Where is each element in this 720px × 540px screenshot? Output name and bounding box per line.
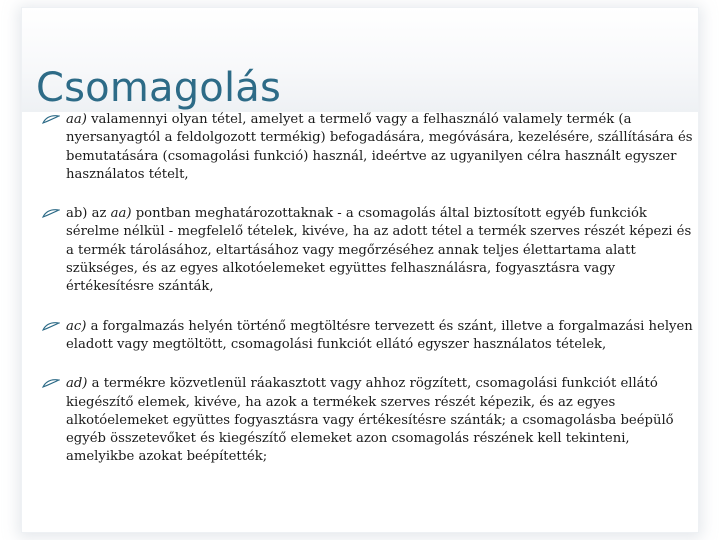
feather-bullet-icon: [42, 379, 60, 389]
item-ref: ad): [66, 376, 88, 392]
item-text: a forgalmazás helyén történő megtöltésre tervezett és szánt, illetve a forgalmazási helyen eladott vagy megtöltött, csomagolási funkciót ellátó egyszer használatos tételek,: [66, 318, 693, 352]
item-text: a termékre közvetlenül ráakasztott vagy ahhoz rögzített, csomagolási funkciót ellátó kiegészítő elemek, kivéve, ha azok a termékek szerves részét képezik, és az egyes alkotóelemeket együttes fogyasztásra vagy értékesítésre szánták; a csomagolásba beépülő egyéb összetevőket és kiegészítő elemeket azon csomagolás részének kell tekinteni, amelyikbe azokat beépítették;: [66, 376, 674, 465]
feather-bullet-icon: [42, 115, 60, 125]
item-ref: aa): [110, 206, 132, 222]
item-text: valamennyi olyan tétel, amelyet a termelő vagy a felhasználó valamely termék (a nyersanyagtól a feldolgozott termékig) befogadására, megóvására, kezelésére, szállítására és bemutatására (csomagolási funkció) használ, ideértve az ugyanilyen célra használt egyszer használatos tételt,: [66, 112, 693, 182]
list-item: [42, 318, 702, 355]
bullet-list: [42, 111, 702, 488]
item-ref: ac): [66, 318, 87, 334]
list-item: [42, 111, 702, 184]
feather-bullet-icon: [42, 209, 60, 219]
slide-title: Csomagolás: [36, 65, 282, 111]
item-prefix: ab) az: [66, 206, 111, 222]
item-ref: aa): [66, 112, 87, 127]
list-item: [42, 375, 702, 466]
list-item: [42, 205, 702, 296]
feather-bullet-icon: [42, 322, 60, 332]
item-text: pontban meghatározottaknak - a csomagolás által biztosított egyéb funkciók sérelme nélkül - megfelelő tételek, kivéve, ha az adott tétel a termék szerves részét képezi és a termék tárolásához, eltartásához vagy megőrzéséhez annak teljes élettartama alatt szükséges, és az egyes alkotóelemeket együttes felhasználásra, fogyasztásra vagy értékesítésre szánták,: [66, 206, 692, 295]
